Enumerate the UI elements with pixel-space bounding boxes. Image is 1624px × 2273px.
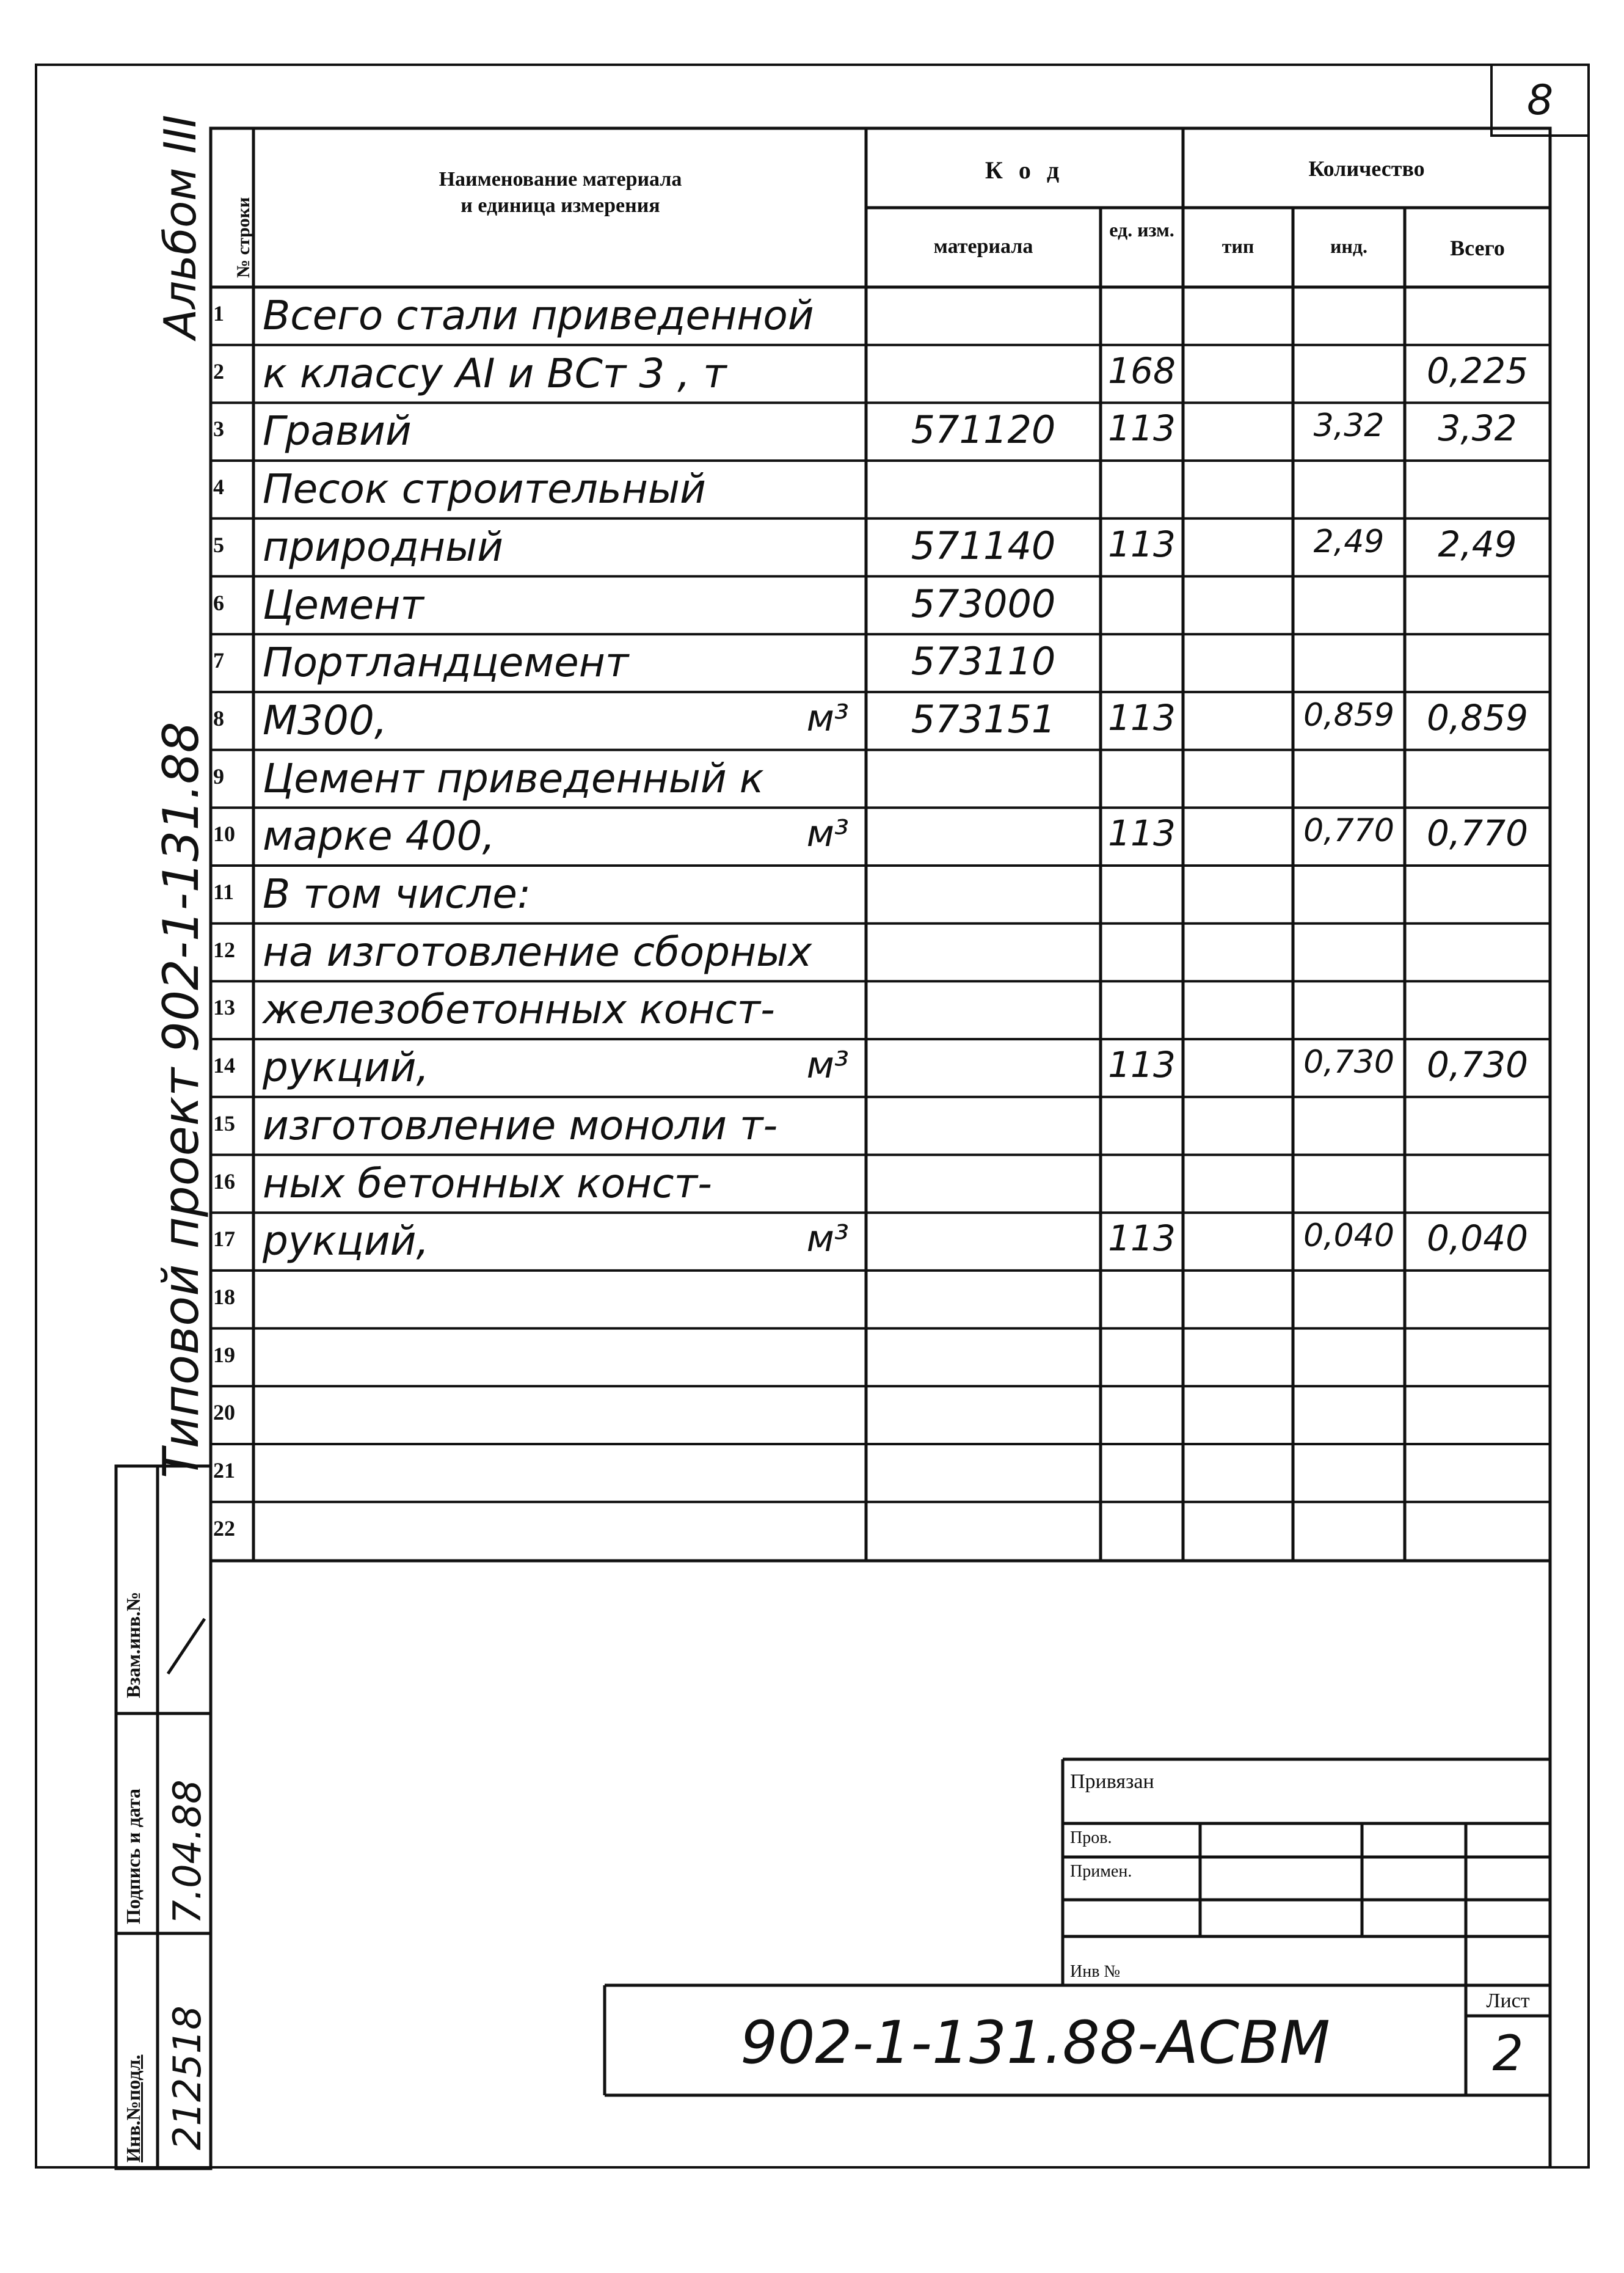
- unit-code: 113: [1108, 812, 1176, 855]
- row-number: 10: [213, 822, 235, 847]
- material-name: Цемент: [263, 581, 424, 629]
- header-code-unit: ед. изм.: [1109, 219, 1174, 241]
- header-code-material: материала: [933, 235, 1033, 258]
- stamp-privyazan: Привязан: [1070, 1770, 1154, 1793]
- row-number: 3: [213, 417, 224, 442]
- podpis-data-label: Подпись и дата: [122, 1788, 144, 1924]
- header-qty-type: тип: [1222, 235, 1254, 257]
- vzam-slash-mark: [162, 1613, 211, 1680]
- unit-code: 113: [1108, 696, 1176, 739]
- material-name: изготовление моноли т-: [263, 1101, 778, 1149]
- stamp-list-label: Лист: [1486, 1990, 1530, 2012]
- stamp-designation: 902-1-131.88-АСВМ: [740, 2008, 1330, 2077]
- row-number: 2: [213, 359, 224, 384]
- row-number: 14: [213, 1053, 235, 1078]
- material-name: рукций,: [263, 1044, 429, 1092]
- qty-total: 0,770: [1426, 812, 1529, 855]
- row-number: 12: [213, 937, 235, 962]
- qty-total: 0,730: [1426, 1044, 1529, 1086]
- material-name: Гравий: [263, 407, 412, 455]
- material-code: 573110: [911, 639, 1056, 684]
- material-code: 573000: [911, 581, 1056, 626]
- qty-ind: 3,32: [1313, 407, 1385, 445]
- header-quantity: Количество: [1308, 156, 1425, 181]
- material-name: рукций,: [263, 1217, 429, 1265]
- inv-podl-value: 212518: [165, 2005, 209, 2150]
- header-qty-ind: инд.: [1330, 235, 1368, 257]
- qty-ind: 0,730: [1303, 1044, 1394, 1081]
- material-name: Песок строительный: [263, 465, 706, 513]
- unit-code: 168: [1108, 349, 1176, 392]
- header-row-number: № строки: [233, 197, 253, 278]
- row-number: 4: [213, 475, 224, 500]
- row-number: 20: [213, 1400, 235, 1425]
- material-code: 571140: [911, 523, 1056, 568]
- row-number: 15: [213, 1111, 235, 1136]
- row-number: 13: [213, 995, 235, 1020]
- row-number: 18: [213, 1284, 235, 1309]
- project-note: Типовой проект 902-1-131.88: [153, 721, 209, 1478]
- qty-ind: 2,49: [1313, 523, 1385, 560]
- qty-ind: 0,770: [1303, 812, 1394, 850]
- header-qty-total: Всего: [1450, 236, 1505, 260]
- material-code: 573151: [911, 696, 1056, 742]
- material-name: к классу AI и ВСт 3 , т: [263, 349, 727, 397]
- row-number: 17: [213, 1227, 235, 1252]
- unit-code: 113: [1108, 523, 1176, 565]
- row-number: 1: [213, 301, 224, 326]
- qty-total: 0,040: [1426, 1217, 1529, 1260]
- row-number: 21: [213, 1458, 235, 1483]
- material-code: 571120: [911, 407, 1056, 453]
- stamp-list-number: 2: [1492, 2025, 1524, 2082]
- podpis-data-value: 7.04.88: [165, 1779, 209, 1924]
- material-unit-sign: м³: [806, 1217, 849, 1261]
- unit-code: 113: [1108, 407, 1176, 450]
- row-number: 16: [213, 1169, 235, 1194]
- row-number: 9: [213, 764, 224, 789]
- unit-code: 113: [1108, 1217, 1176, 1260]
- material-name: В том числе:: [263, 870, 531, 918]
- row-number: 5: [213, 532, 224, 557]
- row-number: 8: [213, 706, 224, 731]
- inv-podl-label: Инв.№подл.: [122, 2054, 144, 2162]
- stamp-prov: Пров.: [1070, 1828, 1112, 1847]
- album-note: Альбом III: [155, 114, 206, 339]
- header-name-line1: Наименование материала: [439, 168, 682, 191]
- qty-ind: 0,040: [1303, 1217, 1394, 1255]
- qty-total: 0,225: [1426, 349, 1529, 392]
- material-name: М300,: [263, 696, 387, 744]
- qty-ind: 0,859: [1303, 696, 1394, 734]
- qty-total: 2,49: [1438, 523, 1517, 565]
- material-name: марке 400,: [263, 812, 495, 860]
- material-name: ных бетонных конст-: [263, 1159, 712, 1207]
- material-name: Портландцемент: [263, 639, 629, 687]
- stamp-inv-no: Инв №: [1070, 1962, 1121, 1981]
- material-name: Цемент приведенный к: [263, 754, 764, 802]
- vzam-inv-label: Взам.инв.№: [122, 1591, 144, 1698]
- row-number: 22: [213, 1516, 235, 1541]
- header-code: К о д: [985, 156, 1065, 184]
- material-unit-sign: м³: [806, 812, 849, 856]
- material-name: Всего стали приведенной: [263, 292, 814, 339]
- material-name: железобетонных конст-: [263, 986, 775, 1034]
- qty-total: 3,32: [1438, 407, 1517, 450]
- row-number: 6: [213, 590, 224, 615]
- row-number: 7: [213, 648, 224, 673]
- row-number: 11: [213, 880, 235, 904]
- header-name-line2: и единица измерения: [461, 194, 660, 217]
- qty-total: 0,859: [1426, 696, 1529, 739]
- material-unit-sign: м³: [806, 696, 849, 740]
- stamp-primen: Примен.: [1070, 1862, 1132, 1881]
- unit-code: 113: [1108, 1044, 1176, 1086]
- row-number: 19: [213, 1342, 235, 1367]
- corner-sheet-number: 8: [1527, 76, 1554, 125]
- material-name: природный: [263, 523, 504, 571]
- material-name: на изготовление сборных: [263, 928, 812, 976]
- material-unit-sign: м³: [806, 1044, 849, 1087]
